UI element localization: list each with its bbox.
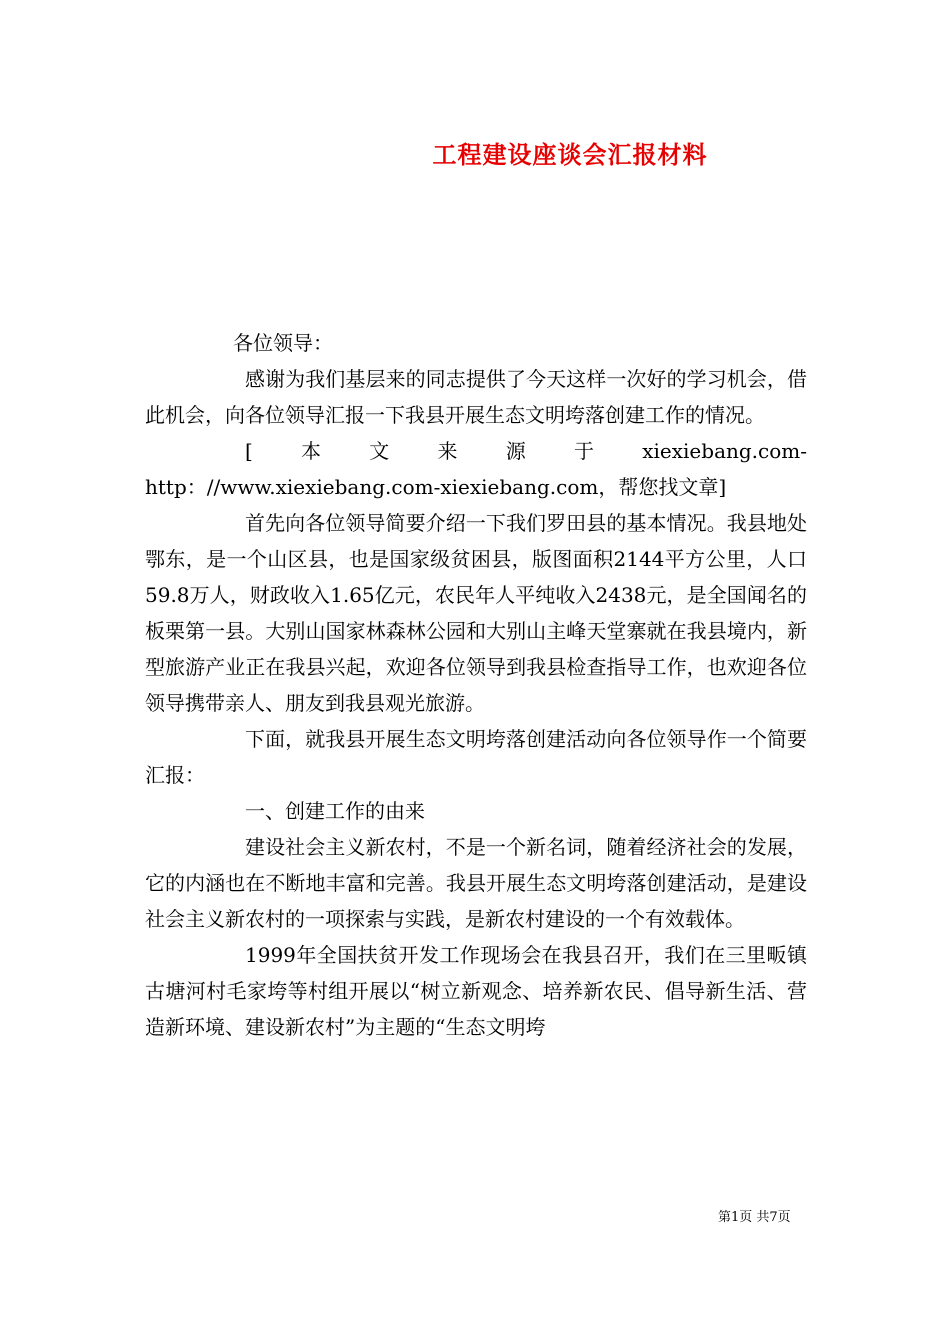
salutation: 各位领导： <box>233 331 333 355</box>
document-title: 工程建设座谈会汇报材料 <box>432 140 708 169</box>
section-heading-1: 一、创建工作的由来 <box>245 799 425 823</box>
paragraph-7: 1999年全国扶贫开发工作现场会在我县召开，我们在三里畈镇古塘河村毛家垮等村组开展以“树立新观念、培养新农民、倡导新生活、营造新环境、建设新农村”为主题的“生态文明垮 <box>145 943 807 1039</box>
paragraph-6: 建设社会主义新农村，不是一个新名词，随着经济社会的发展，它的内涵也在不断地丰富和完善。我县开展生态文明垮落创建活动，是建设社会主义新农村的一项探索与实践，是新农村建设的一个有效载体。 <box>145 835 807 931</box>
page-number: 第1页 共7页 <box>718 1210 791 1225</box>
paragraph-3: 首先向各位领导简要介绍一下我们罗田县的基本情况。我县地处鄂东，是一个山区县，也是国家级贫困县，版图面积2144平方公里，人口59.8万人，财政收入1.65亿元，农民年人平纯收入2438元，是全国闻名的板栗第一县。大别山国家林森林公园和大别山主峰天堂寨就在我县境内，新型旅游产业正在我县兴起，欢迎各位领导到我县检查指导工作，也欢迎各位领导携带亲人、朋友到我县观光旅游。 <box>145 511 807 715</box>
document-body <box>145 325 807 1045</box>
paragraph-1: 感谢为我们基层来的同志提供了今天这样一次好的学习机会，借此机会，向各位领导汇报一下我县开展生态文明垮落创建工作的情况。 <box>145 367 807 427</box>
paragraph-4: 下面，就我县开展生态文明垮落创建活动向各位领导作一个简要汇报： <box>145 727 807 787</box>
paragraph-source-note: [本文来源于xiexiebang.com-http：//www.xiexiebang.com-xiexiebang.com，帮您找文章] <box>145 439 807 499</box>
